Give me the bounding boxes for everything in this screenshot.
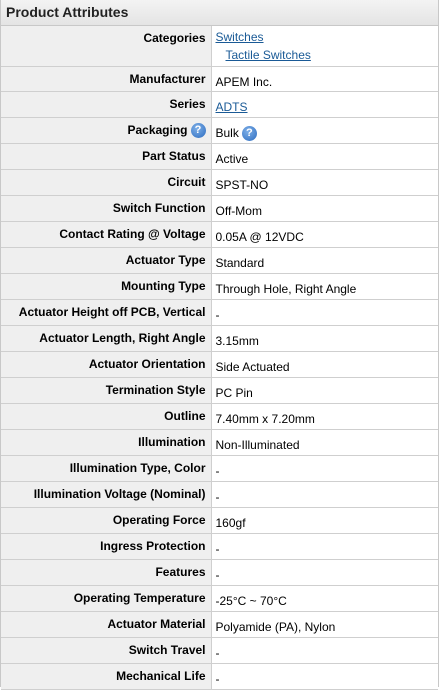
row-label: [1, 221, 211, 247]
row-value-text: Side Actuated: [215, 359, 290, 374]
row-label: [1, 273, 211, 299]
row-value-text: -: [215, 645, 220, 660]
panel-title: Product Attributes: [1, 0, 438, 26]
row-value-text: -: [215, 541, 220, 556]
row-label-text: Actuator Material: [107, 616, 206, 631]
row-value: [211, 273, 438, 299]
row-label-text: Ingress Protection: [100, 538, 206, 553]
row-value-text: -: [215, 567, 220, 582]
table-row: [1, 299, 438, 325]
row-value-text: PC Pin: [215, 385, 253, 400]
row-label-text: Operating Force: [112, 512, 206, 527]
row-label: [1, 559, 211, 585]
row-value: [211, 455, 438, 481]
row-value-text: Non-Illuminated: [215, 437, 300, 452]
help-icon[interactable]: ?: [191, 123, 206, 138]
row-label-text: Operating Temperature: [73, 590, 206, 605]
table-row: [1, 403, 438, 429]
row-label: [1, 247, 211, 273]
table-row: [1, 66, 438, 91]
attributes-table: [1, 26, 438, 690]
row-label-text: Illumination Voltage (Nominal): [33, 486, 206, 501]
row-value: [211, 585, 438, 611]
row-label: [1, 611, 211, 637]
row-value: [211, 637, 438, 663]
row-value-text: Through Hole, Right Angle: [215, 281, 357, 296]
row-label: [1, 585, 211, 611]
row-label: [1, 91, 211, 117]
table-row: [1, 481, 438, 507]
row-value-text: Polyamide (PA), Nylon: [215, 619, 336, 634]
row-value-text: -: [215, 307, 220, 322]
row-value: [211, 663, 438, 689]
row-value: [211, 325, 438, 351]
row-value: [211, 481, 438, 507]
table-row: [1, 507, 438, 533]
help-icon[interactable]: ?: [242, 126, 257, 141]
row-value-text: -: [215, 489, 220, 504]
row-label-text: Part Status: [142, 148, 206, 163]
table-row-categories: [1, 26, 438, 66]
table-row: [1, 559, 438, 585]
row-value: [211, 559, 438, 585]
table-row: [1, 429, 438, 455]
row-value-text: -: [215, 463, 220, 478]
row-label: [1, 533, 211, 559]
row-value-text: Standard: [215, 255, 265, 270]
row-label-text: Termination Style: [105, 382, 206, 397]
row-label-text: Mechanical Life: [116, 668, 206, 683]
row-value: [211, 611, 438, 637]
row-value-text: Off-Mom: [215, 203, 262, 218]
row-label-text: Features: [155, 564, 206, 579]
row-value-text: 7.40mm x 7.20mm: [215, 411, 315, 426]
row-value: [211, 195, 438, 221]
row-label: [1, 143, 211, 169]
row-label: [1, 351, 211, 377]
category-link-switches[interactable]: Switches: [215, 30, 264, 44]
row-label: [1, 169, 211, 195]
table-row: [1, 533, 438, 559]
series-link[interactable]: ADTS: [215, 99, 248, 114]
row-label-text: Manufacturer: [129, 71, 206, 86]
row-value: [211, 117, 438, 143]
table-row: [1, 169, 438, 195]
table-row: [1, 611, 438, 637]
table-row: [1, 117, 438, 143]
table-row: [1, 637, 438, 663]
row-value-text: SPST-NO: [215, 177, 269, 192]
row-label: [1, 117, 211, 143]
row-value-text: APEM Inc.: [215, 74, 273, 89]
row-value: [211, 143, 438, 169]
row-label-text: Packaging: [127, 122, 188, 137]
table-row: [1, 91, 438, 117]
row-label: [1, 299, 211, 325]
row-label: [1, 507, 211, 533]
table-row: [1, 273, 438, 299]
table-row: [1, 663, 438, 689]
row-value: [211, 66, 438, 91]
row-value-text: -: [215, 671, 220, 686]
row-label: [1, 403, 211, 429]
row-label-text: Contact Rating @ Voltage: [59, 226, 206, 241]
row-label-text: Illumination Type, Color: [69, 460, 206, 475]
table-row: [1, 143, 438, 169]
row-label-text: Illumination: [138, 434, 206, 449]
row-label: [1, 195, 211, 221]
row-value-text: Active: [215, 151, 249, 166]
row-value-text: 3.15mm: [215, 333, 259, 348]
row-label-text: Outline: [164, 408, 206, 423]
row-value-text: 160gf: [215, 515, 246, 530]
table-row: [1, 221, 438, 247]
row-label-text: Actuator Height off PCB, Vertical: [18, 304, 206, 319]
row-label: Categories: [1, 26, 211, 66]
table-row: [1, 377, 438, 403]
row-label: [1, 325, 211, 351]
row-label-text: Actuator Length, Right Angle: [39, 330, 206, 345]
row-value: [211, 351, 438, 377]
row-label: [1, 455, 211, 481]
table-row: [1, 455, 438, 481]
row-label-text: Mounting Type: [121, 278, 206, 293]
row-label: [1, 481, 211, 507]
row-label: [1, 66, 211, 91]
row-label-text: Circuit: [167, 174, 206, 189]
row-label-text: Switch Travel: [128, 642, 206, 657]
row-value: [211, 169, 438, 195]
category-link-tactile-switches[interactable]: Tactile Switches: [225, 48, 311, 62]
row-value: [211, 26, 438, 66]
row-value: [211, 533, 438, 559]
row-label: [1, 429, 211, 455]
row-value: [211, 507, 438, 533]
row-value-text: 0.05A @ 12VDC: [215, 229, 304, 244]
row-value: [211, 377, 438, 403]
row-label: [1, 637, 211, 663]
row-label-text: Actuator Type: [125, 252, 206, 267]
table-row: [1, 325, 438, 351]
table-row: [1, 585, 438, 611]
row-value: [211, 91, 438, 117]
table-row: [1, 195, 438, 221]
row-label-text: Series: [169, 96, 206, 111]
row-value-text: -25°C ~ 70°C: [215, 593, 287, 608]
row-value-text: Bulk: [215, 125, 239, 140]
row-label: [1, 663, 211, 689]
row-value: [211, 221, 438, 247]
row-value: [211, 403, 438, 429]
row-label: [1, 377, 211, 403]
table-row: [1, 351, 438, 377]
row-value: [211, 429, 438, 455]
table-row: [1, 247, 438, 273]
row-value: [211, 247, 438, 273]
row-label-text: Actuator Orientation: [88, 356, 206, 371]
row-label-text: Switch Function: [112, 200, 206, 215]
row-value: [211, 299, 438, 325]
